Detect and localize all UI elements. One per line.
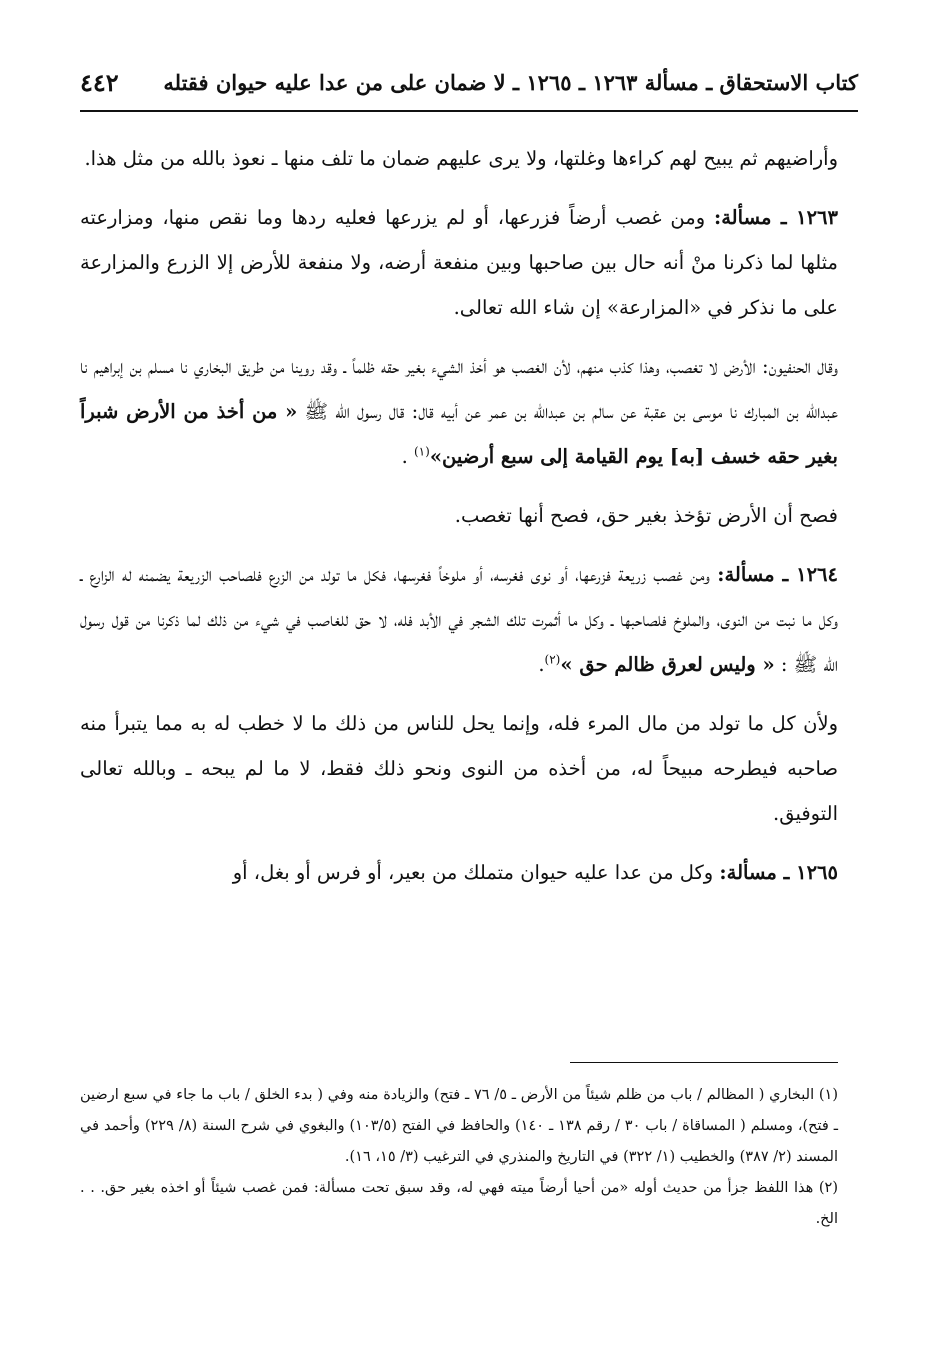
paragraph [80,850,838,895]
footnote-ref: (٢) [544,652,561,667]
paragraph [80,493,838,538]
hadith-quote: « وليس لعرق ظالم حق » [560,653,775,676]
page-number: ٤٤٢ [80,67,119,97]
paragraph [80,136,838,181]
paragraph-text: ومن غصب أرضاً فزرعها، أو لم يزرعها فعليه ردها وما نقص منها، ومزارعته مثلها لما ذكرنا منْ أنه حال بين صاحبها وبين منفعة أرضه، ولا منفعة للأرض إلا الزرع والمزارعة على ما نذكر في «المزارعة» إن شاء الله تعالى. [80,206,838,319]
page-header [80,56,858,108]
main-text [80,136,838,909]
footnote: (١) البخاري ( المظالم / باب من ظلم شيئاً من الأرض ـ ٥/ ٧٦ ـ فتح) والزيادة منه وفي ( بدء الخلق / باب ما جاء في سبع ارضين ـ فتح)، ومسلم ( المساقاة / باب ٣٠ / رقم ١٣٨ ـ ١٤٠) والحافظ في الفتح (١٠٣/٥) والبغوي في شرح السنة (٨/ ٢٢٩) وأحمد في المسند (٢/ ٣٨٧) والخطيب (١/ ٣٢٢) في التاريخ والمنذري في الترغيب (٣/ ١٥، ١٦). [80,1087,839,1165]
footnotes [80,1080,838,1235]
footnote: (٢) هذا اللفظ جزأ من حديث أوله «من أحيا أرضاً ميته فهي له، وقد سبق تحت مسألة: فمن غصب شيئاً أو اخذه بغير حق. . . الخ. [80,1180,838,1227]
paragraph [80,344,838,479]
running-title: كتاب الاستحقاق ـ مسألة ١٢٦٣ ـ ١٢٦٥ ـ لا ضمان على من عدا عليه حيوان فقتله [163,69,858,95]
issue-label: ١٢٦٣ ـ مسألة: [714,206,838,229]
paragraph-tail: . [538,653,545,676]
header-divider [80,110,858,112]
paragraph [80,552,838,687]
issue-label: ١٢٦٥ ـ مسألة: [719,861,838,884]
issue-label: ١٢٦٤ ـ مسألة: [717,563,839,586]
paragraph [80,195,838,330]
hadith-quote: « من أخذ من الأرض شبراً بغير حقه خسف [به] يوم القيامة إلى سبع أرضين» [80,400,838,468]
footnote-ref: (١) [413,444,430,459]
paragraph-text: وأراضيهم ثم يبيح لهم كراءها وغلتها، ولا يرى عليهم ضمان ما تلف منها ـ نعوذ بالله من مثل هذا. [84,147,838,170]
paragraph-tail: . [401,445,414,468]
paragraph [80,701,838,836]
paragraph-text: وقال الحنفيون: الأرض لا تغصب، وهذا كذب منهم، لأن الغصب هو أخذ الشيء بغير حقه ظلماً ـ وقد روينا من طريق البخاري نا مسلم بن إبراهيم نا عبدالله بن المبارك نا موسى بن عقبة عن سالم بن عبدالله بن عمر عن أبيه قال: قال رسول الله ﷺ [80,355,838,423]
paragraph-text: فصح أن الأرض تؤخذ بغير حق، فصح أنها تغصب. [454,504,838,527]
paragraph-text: وكل من عدا عليه حيوان متملك من بعير، أو فرس أو بغل، أو [232,861,720,884]
footnote-divider [570,1062,838,1063]
paragraph-text: ومن غصب زريعة فزرعها، أو نوى فغرسه، أو ملوخاً فغرسها، فكل ما تولد من الزرع فلصاحب الزريعة يضمنه له الزارع ـ وكل ما نبت من النوى، والملوخ فلصاحبها ـ وكل ما أثمرت تلك الشجر في الأبد فله، لا حق للغاصب في شيء من ذلك لما ذكرنا من قول رسول الله ﷺ : [80,563,838,676]
paragraph-text: ولأن كل ما تولد من مال المرء فله، وإنما يحل للناس من ذلك ما لا خطب له به مما يتبرأ منه صاحبه فيطرحه مبيحاً له، من أخذه من النوى ونحو ذلك فقط، لا ما لم يبحه ـ وبالله تعالى التوفيق. [80,712,838,825]
